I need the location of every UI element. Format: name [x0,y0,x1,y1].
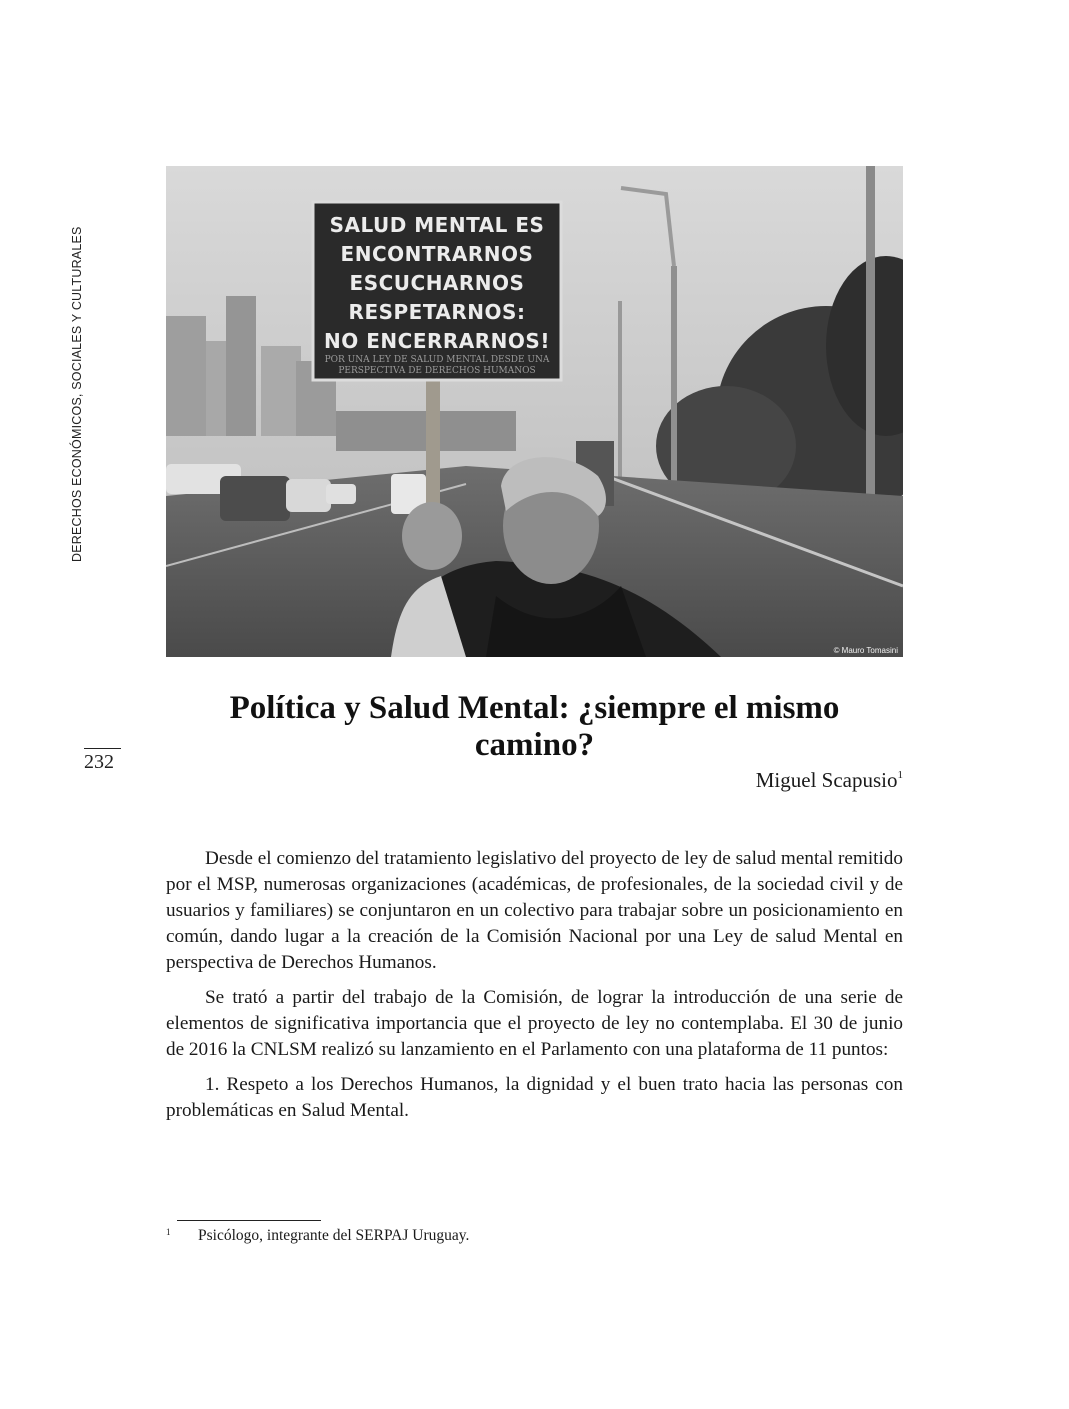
page-number: 232 [84,751,114,773]
sign-line-4: RESPETARNOS: [348,300,526,324]
photo-credit: © Mauro Tomasini [833,646,898,655]
protest-photo [166,166,903,657]
footnote-rule [177,1220,321,1221]
author-name: Miguel Scapusio [755,768,898,792]
article-title: Política y Salud Mental: ¿siempre el mismo camino? [229,690,840,763]
sign-line-5: NO ENCERRARNOS! [324,329,550,353]
page-number-rule [84,748,121,749]
list-item: 1. Respeto a los Derechos Humanos, la dignidad y el buen trato hacia las personas con problemáticas en Salud Mental. [166,1074,903,1121]
paragraph: Se trató a partir del trabajo de la Comisión, de lograr la introducción de una serie de elementos de significativa importancia que el proyecto de ley no contemplaba. El 30 de junio de 2016 la CNLSM realizó su lanzamiento en el Parlamento con una plataforma de 11 puntos: [166,987,903,1060]
article-body [166,846,903,1133]
sign-line-1: SALUD MENTAL ES [329,213,545,237]
author-footnote-ref: 1 [897,769,903,781]
paragraph: Desde el comienzo del tratamiento legislativo del proyecto de ley de salud mental remitido por el MSP, numerosas organizaciones (académicas, de profesionales, de la sociedad civil y de usuarios y familiares) se conjuntaron en un colectivo para trabajar sobre un posicionamiento en común, dando lugar a la creación de la Comisión Nacional por una Ley de salud Mental en perspectiva de Derechos Humanos. [166,848,903,973]
sign-subtext-1: POR UNA LEY DE SALUD MENTAL DESDE UNA [324,355,550,365]
author-byline [756,768,903,793]
sign-line-2: ENCONTRARNOS [340,242,534,266]
footnote [166,1227,469,1245]
footnote-text: Psicólogo, integrante del SERPAJ Uruguay. [198,1227,470,1244]
sign-subtext-2: PERSPECTIVA DE DERECHOS HUMANOS [338,366,536,376]
sign-line-3: ESCUCHARNOS [349,271,525,295]
running-header: DERECHOS ECONÓMICOS, SOCIALES Y CULTURALES [70,226,84,562]
footnote-mark: 1 [166,1227,171,1237]
